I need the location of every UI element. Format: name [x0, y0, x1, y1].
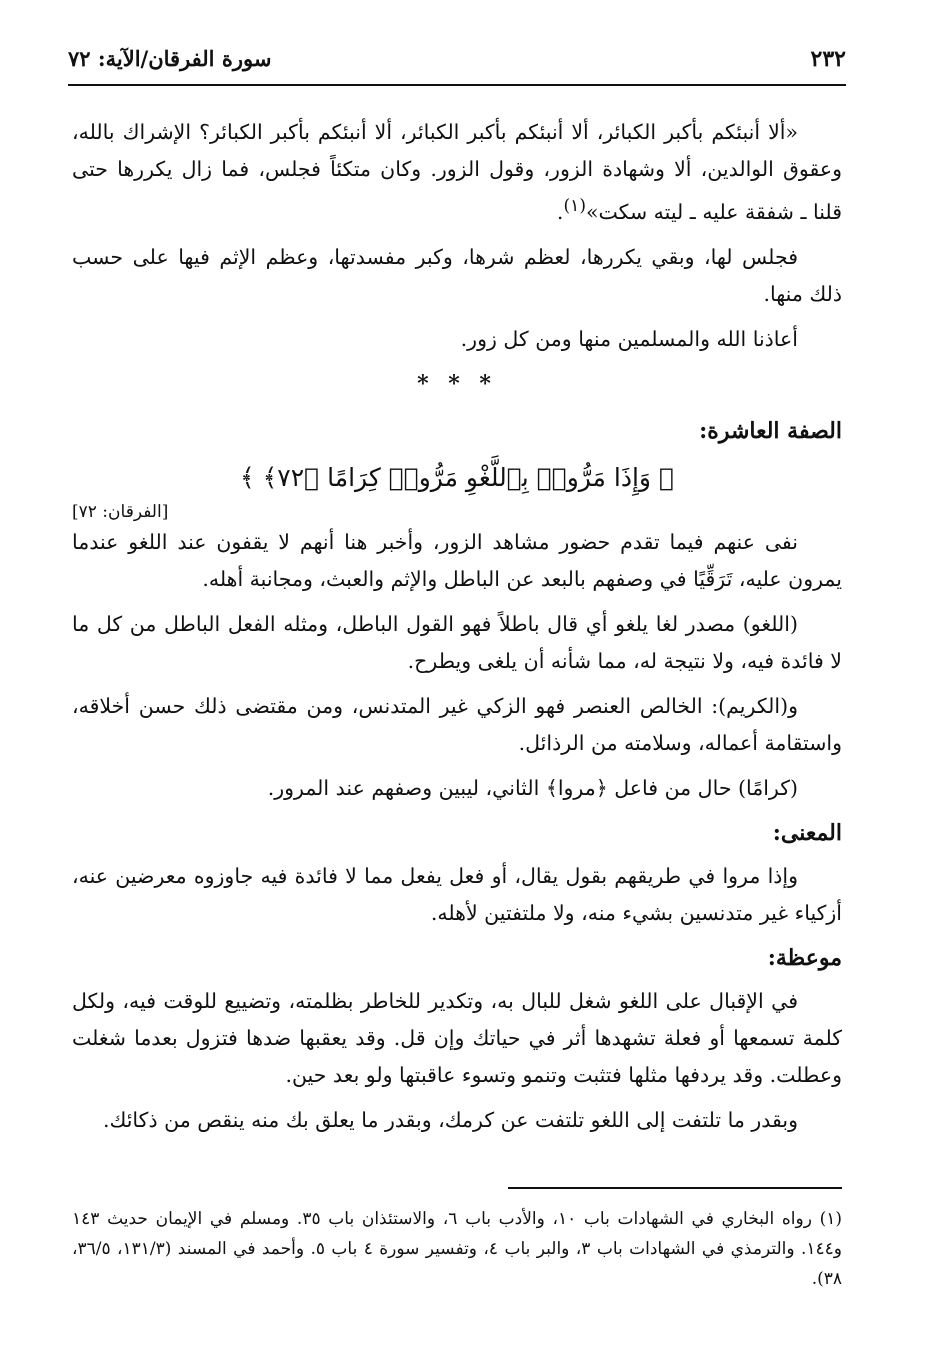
paragraph: (اللغو) مصدر لغا يلغو أي قال باطلاً فهو القول الباطل، ومثله الفعل الباطل من كل ما لا فائدة فيه، ولا نتيجة له، مما شأنه أن يلغى ويطرح.: [72, 611, 842, 673]
hadith-text: «ألا أنبئكم بأكبر الكبائر، ألا أنبئكم بأكبر الكبائر، ألا أنبئكم بأكبر الكبائر؟ الإشراك بالله، وعقوق الوالدين، ألا وشهادة الزور، وقول الزور. وكان متكئاً فجلس، فما زال يكررها حتى قلنا ـ شفقة عليه ـ ليته سكت»: [72, 120, 842, 224]
paragraph: في الإقبال على اللغو شغل للبال به، وتكدير للخاطر بظلمته، وتضييع للوقت فيه، ولكل كلمة تسمعها أو فعلة تشهدها أثر في حياتك وإن قل. وقد يعقبها ضدها فتزول بعدما شغلت وعطلت. وقد يردفها مثلها فتثبت وتنمو وتسوء عاقبتها ولو بعد حين.: [72, 988, 842, 1087]
footnote-marker: (١): [563, 196, 586, 216]
paragraph: نفى عنهم فيما تقدم حضور مشاهد الزور، وأخبر هنا أنهم لا يقفون عند اللغو عندما يمرون عليه، تَرَقِّيًا في وصفهم بالبعد عن الباطل والإثم والعبث، ومجانبة أهله.: [72, 529, 842, 591]
verse-reference: [الفرقان: ٧٢]: [72, 501, 169, 522]
paragraph: وإذا مروا في طريقهم بقول يقال، أو فعل يفعل مما لا فائدة فيه جاوزوه معرضين عنه، أزكياء غير متدنسين بشيء منه، ولا ملتفتين لأهله.: [72, 863, 842, 925]
quran-verse: ﴿ وَإِذَا مَرُّوا۟ بِٱللَّغْوِ مَرُّوا۟ كِرَامًا ﴿٧٢﴾ ﴾: [240, 462, 674, 492]
running-title: سورة الفرقان/الآية: ٧٢: [68, 46, 272, 71]
page-header: [68, 40, 846, 86]
footnote-1: (١) رواه البخاري في الشهادات باب ١٠، والأدب باب ٦، والاستئذان باب ٣٥. ومسلم في الإيمان حديث ١٤٣ و١٤٤. والترمذي في الشهادات باب ٣، والبر باب ٤، وتفسير سورة ٤ باب ٥. وأحمد في المسند (١٣١/٣، ٣٦/٥، ٣٨).: [72, 1209, 842, 1289]
section-heading: المعنى:: [772, 819, 842, 846]
paragraph: فجلس لها، وبقي يكررها، لعظم شرها، وكبر مفسدتها، وعظم الإثم فيها على حسب ذلك منها.: [72, 244, 842, 306]
paragraph: (كرامًا) حال من فاعل ﴿مروا﴾ الثاني، ليبين وصفهم عند المرور.: [267, 775, 798, 800]
paragraph: و(الكريم): الخالص العنصر فهو الزكي غير المتدنس، ومن مقتضى ذلك حسن أخلاقه، واستقامة أعماله، وسلامته من الرذائل.: [72, 693, 842, 755]
section-heading: موعظة:: [767, 944, 842, 971]
main-text: [72, 114, 842, 1147]
section-heading: الصفة العاشرة:: [699, 417, 842, 444]
page-number: ٢٣٢: [810, 46, 846, 72]
section-separator: * * *: [417, 370, 497, 397]
hadith-paragraph: «ألا أنبئكم بأكبر الكبائر، ألا أنبئكم بأكبر الكبائر، ألا أنبئكم بأكبر الكبائر؟ الإشراك بالله، وعقوق الوالدين، ألا وشهادة الزور، وقول الزور. وكان متكئاً فجلس، فما زال يكررها حتى قلنا ـ شفقة عليه ـ ليته سكت»$^{(١)}$.: [72, 120, 842, 224]
footnotes: [72, 1204, 842, 1294]
paragraph: أعاذنا الله والمسلمين منها ومن كل زور.: [460, 326, 798, 351]
paragraph: وبقدر ما تلتفت إلى اللغو تلتفت عن كرمك، وبقدر ما يعلق بك منه ينقص من ذكائك.: [102, 1107, 798, 1132]
footnote-divider: [508, 1187, 842, 1189]
